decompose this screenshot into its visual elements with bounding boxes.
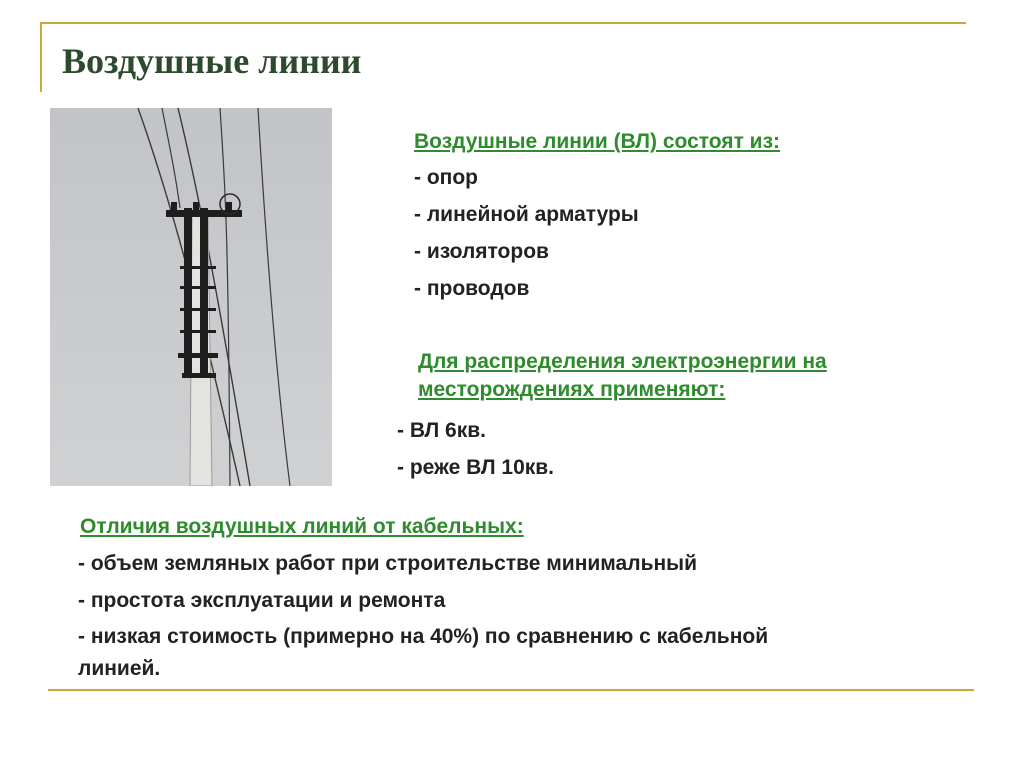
composition-item: - линейной арматуры: [414, 203, 639, 226]
distribution-heading-line1: Для распределения электроэнергии на: [418, 350, 827, 373]
distribution-list: [397, 412, 554, 486]
composition-block: [414, 128, 780, 307]
differences-heading-text: Отличия воздушных линий от кабельных:: [80, 515, 524, 538]
differences-item-continuation: линией.: [78, 657, 161, 680]
composition-item: - изоляторов: [414, 240, 549, 263]
power-line-photo: [50, 108, 332, 486]
slide-title: Воздушные линии: [62, 41, 362, 81]
composition-item: - проводов: [414, 277, 530, 300]
bottom-divider: [48, 689, 974, 691]
distribution-heading-line2: месторождениях применяют:: [418, 378, 726, 401]
distribution-heading: [418, 348, 827, 404]
left-divider: [40, 22, 42, 92]
composition-item: - опор: [414, 166, 478, 189]
distribution-item: - реже ВЛ 10кв.: [397, 456, 555, 479]
distribution-item: - ВЛ 6кв.: [397, 419, 486, 442]
differences-heading: [80, 513, 524, 541]
differences-list: [78, 545, 768, 683]
differences-item: - простота эксплуатации и ремонта: [78, 589, 446, 612]
differences-item: - низкая стоимость (примерно на 40%) по сравнению с кабельной: [78, 625, 769, 648]
differences-item: - объем земляных работ при строительстве минимальный: [78, 552, 698, 575]
composition-heading: Воздушные линии (ВЛ) состоят из:: [414, 130, 781, 153]
top-divider: [40, 22, 966, 24]
